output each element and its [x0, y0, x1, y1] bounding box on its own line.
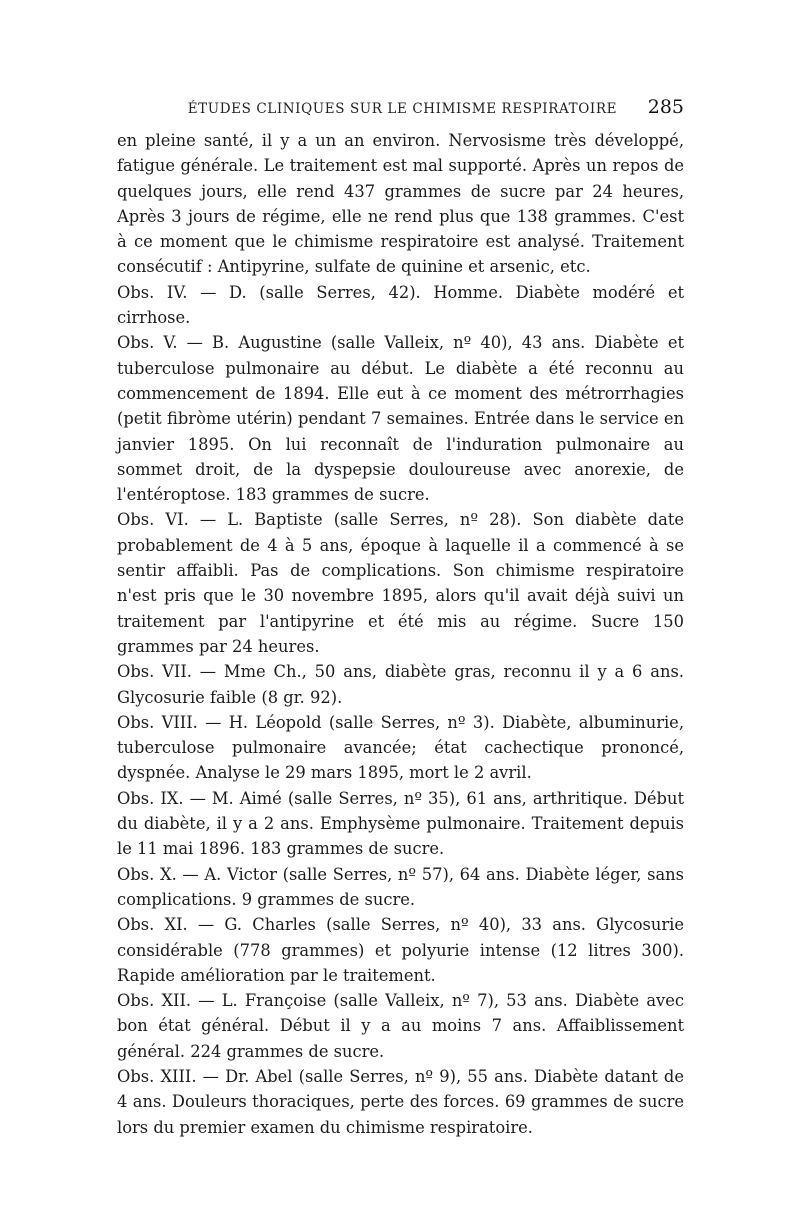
observation-6: Obs. VI. — L. Baptiste (salle Serres, nº 28). Son diabète date probablement de 4 à 5 ans, époque à laquelle il a commencé à se sentir affaibli. Pas de complications. Son chimisme respiratoire n'est pris que le 30 novembre 1895, alors qu'il avait déjà suivi un traitement par l'antipyrine et été mis au régime. Sucre 150 grammes par 24 heures. — [117, 510, 684, 656]
body-text — [117, 128, 684, 1140]
observation-9: Obs. IX. — M. Aimé (salle Serres, nº 35), 61 ans, arthritique. Début du diabète, il y a 2 ans. Emphysème pulmonaire. Traitement depuis le 11 mai 1896. 183 grammes de sucre. — [117, 788, 684, 859]
observation-8: Obs. VIII. — H. Léopold (salle Serres, nº 3). Diabète, albuminurie, tuberculose pulmonaire avancée; état cachectique prononcé, dyspnée. Analyse le 29 mars 1895, mort le 2 avril. — [117, 712, 684, 783]
observation-7: Obs. VII. — Mme Ch., 50 ans, diabète gras, reconnu il y a 6 ans. Glycosurie faible (8 gr. 92). — [117, 662, 684, 707]
observation-10: Obs. X. — A. Victor (salle Serres, nº 57), 64 ans. Diabète léger, sans complications. 9 grammes de sucre. — [117, 864, 684, 909]
page-header — [117, 96, 684, 126]
page-number: 285 — [647, 96, 684, 118]
observation-5: Obs. V. — B. Augustine (salle Valleix, nº 40), 43 ans. Diabète et tuberculose pulmonaire au début. Le diabète a été reconnu au commencement de 1894. Elle eut à ce moment des métrorrhagies (petit fibròme utérin) pendant 7 semaines. Entrée dans le service en janvier 1895. On lui reconnaît de l'induration pulmonaire au sommet droit, de la dyspepsie douloureuse avec anorexie, de l'entéroptose. 183 grammes de sucre. — [117, 333, 684, 505]
running-head: ÉTUDES CLINIQUES SUR LE CHIMISME RESPIRATOIRE — [187, 101, 618, 117]
book-page — [117, 96, 684, 1140]
paragraph-continuation: en pleine santé, il y a un an environ. Nervosisme très développé, fatigue générale. Le traitement est mal supporté. Après un repos de quelques jours, elle rend 437 grammes de sucre par 24 heures, Après 3 jours de régime, elle ne rend plus que 138 grammes. C'est à ce moment que le chimisme respiratoire est analysé. Traitement consécutif : Antipyrine, sulfate de quinine et arsenic, etc. — [117, 131, 684, 277]
observation-11: Obs. XI. — G. Charles (salle Serres, nº 40), 33 ans. Glycosurie considérable (778 grammes) et polyurie intense (12 litres 300). Rapide amélioration par le traitement. — [117, 915, 684, 985]
observation-12: Obs. XII. — L. Françoise (salle Valleix, nº 7), 53 ans. Diabète avec bon état général. Début il y a au moins 7 ans. Affaiblissement général. 224 grammes de sucre. — [117, 991, 684, 1061]
observation-4: Obs. IV. — D. (salle Serres, 42). Homme. Diabète modéré et cirrhose. — [117, 282, 684, 328]
observation-13: Obs. XIII. — Dr. Abel (salle Serres, nº 9), 55 ans. Diabète datant de 4 ans. Douleurs thoraciques, perte des forces. 69 grammes de sucre lors du premier examen du chimisme respiratoire. — [117, 1066, 684, 1137]
